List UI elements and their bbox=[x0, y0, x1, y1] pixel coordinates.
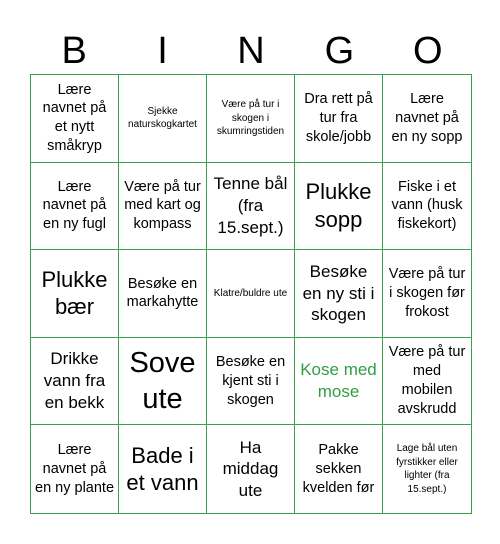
bingo-cell[interactable] bbox=[207, 75, 295, 163]
cell-text: Lære navnet på et nytt småkryp bbox=[42, 81, 107, 155]
bingo-cell[interactable] bbox=[119, 163, 207, 251]
bingo-cell[interactable] bbox=[119, 250, 207, 338]
bingo-cell[interactable] bbox=[31, 250, 119, 338]
cell-text: Være på tur i skogen før frokost bbox=[388, 266, 466, 320]
bingo-cell[interactable] bbox=[31, 338, 119, 426]
header-letter-b: B bbox=[61, 30, 87, 72]
bingo-cell[interactable] bbox=[31, 425, 119, 513]
cell-text: Fiske i et vann (husk fiskekort) bbox=[391, 178, 463, 233]
cell-text: Sjekke naturskogkartet bbox=[128, 105, 197, 131]
cell-text: Sove ute bbox=[129, 346, 196, 416]
bingo-cell[interactable] bbox=[119, 338, 207, 426]
bingo-cell[interactable] bbox=[119, 425, 207, 513]
header-letter-g: G bbox=[324, 30, 355, 72]
bingo-cell[interactable] bbox=[383, 75, 471, 163]
bingo-cell[interactable] bbox=[295, 425, 383, 513]
cell-text: Besøke en markahytte bbox=[126, 275, 199, 311]
bingo-cell[interactable] bbox=[31, 75, 119, 163]
cell-text: Lære navnet på en ny sopp bbox=[391, 91, 463, 145]
bingo-cell[interactable] bbox=[295, 75, 383, 163]
cell-text: Dra rett på tur fra skole/jobb bbox=[304, 91, 373, 145]
cell-text: Være på tur med kart og kompass bbox=[124, 178, 201, 233]
cell-text: Bade i et vann bbox=[126, 442, 199, 496]
bingo-cell[interactable] bbox=[207, 163, 295, 251]
bingo-cell[interactable] bbox=[207, 250, 295, 338]
cell-text: Lære navnet på en ny plante bbox=[35, 441, 115, 496]
bingo-cell[interactable] bbox=[383, 250, 471, 338]
cell-text: Være på tur med mobilen avskrudd bbox=[388, 344, 466, 417]
bingo-cell[interactable] bbox=[295, 250, 383, 338]
cell-text: Kose med mose bbox=[300, 360, 377, 402]
bingo-cell[interactable] bbox=[295, 163, 383, 251]
bingo-cell[interactable] bbox=[383, 425, 471, 513]
cell-text: Plukke bær bbox=[41, 266, 108, 320]
bingo-cell[interactable] bbox=[383, 163, 471, 251]
bingo-cell[interactable] bbox=[31, 163, 119, 251]
header-letter-o: O bbox=[413, 30, 443, 72]
cell-text: Lage bål uten fyrstikker eller lighter (fra 15.sept.) bbox=[396, 443, 458, 495]
cell-text: Lære navnet på en ny fugl bbox=[42, 178, 107, 233]
bingo-cell[interactable] bbox=[119, 75, 207, 163]
bingo-header bbox=[30, 28, 472, 74]
cell-text: Tenne bål (fra 15.sept.) bbox=[213, 174, 288, 237]
cell-text: Besøke en kjent sti i skogen bbox=[215, 353, 286, 408]
bingo-cell[interactable] bbox=[207, 338, 295, 426]
cell-text: Besøke en ny sti i skogen bbox=[302, 261, 375, 325]
cell-text: Være på tur i skogen i skumringstiden bbox=[216, 99, 285, 138]
header-letter-i: I bbox=[157, 30, 168, 72]
cell-text: Ha middag ute bbox=[222, 437, 279, 501]
cell-text: Plukke sopp bbox=[305, 179, 372, 232]
bingo-cell[interactable] bbox=[383, 338, 471, 426]
bingo-cell[interactable] bbox=[207, 425, 295, 513]
cell-text: Pakke sekken kvelden før bbox=[302, 441, 375, 496]
cell-text: Drikke vann fra en bekk bbox=[43, 349, 106, 412]
bingo-grid bbox=[30, 74, 472, 514]
free-space-cell[interactable] bbox=[295, 338, 383, 426]
header-letter-n: N bbox=[237, 30, 265, 72]
cell-text: Klatre/buldre ute bbox=[213, 287, 288, 299]
